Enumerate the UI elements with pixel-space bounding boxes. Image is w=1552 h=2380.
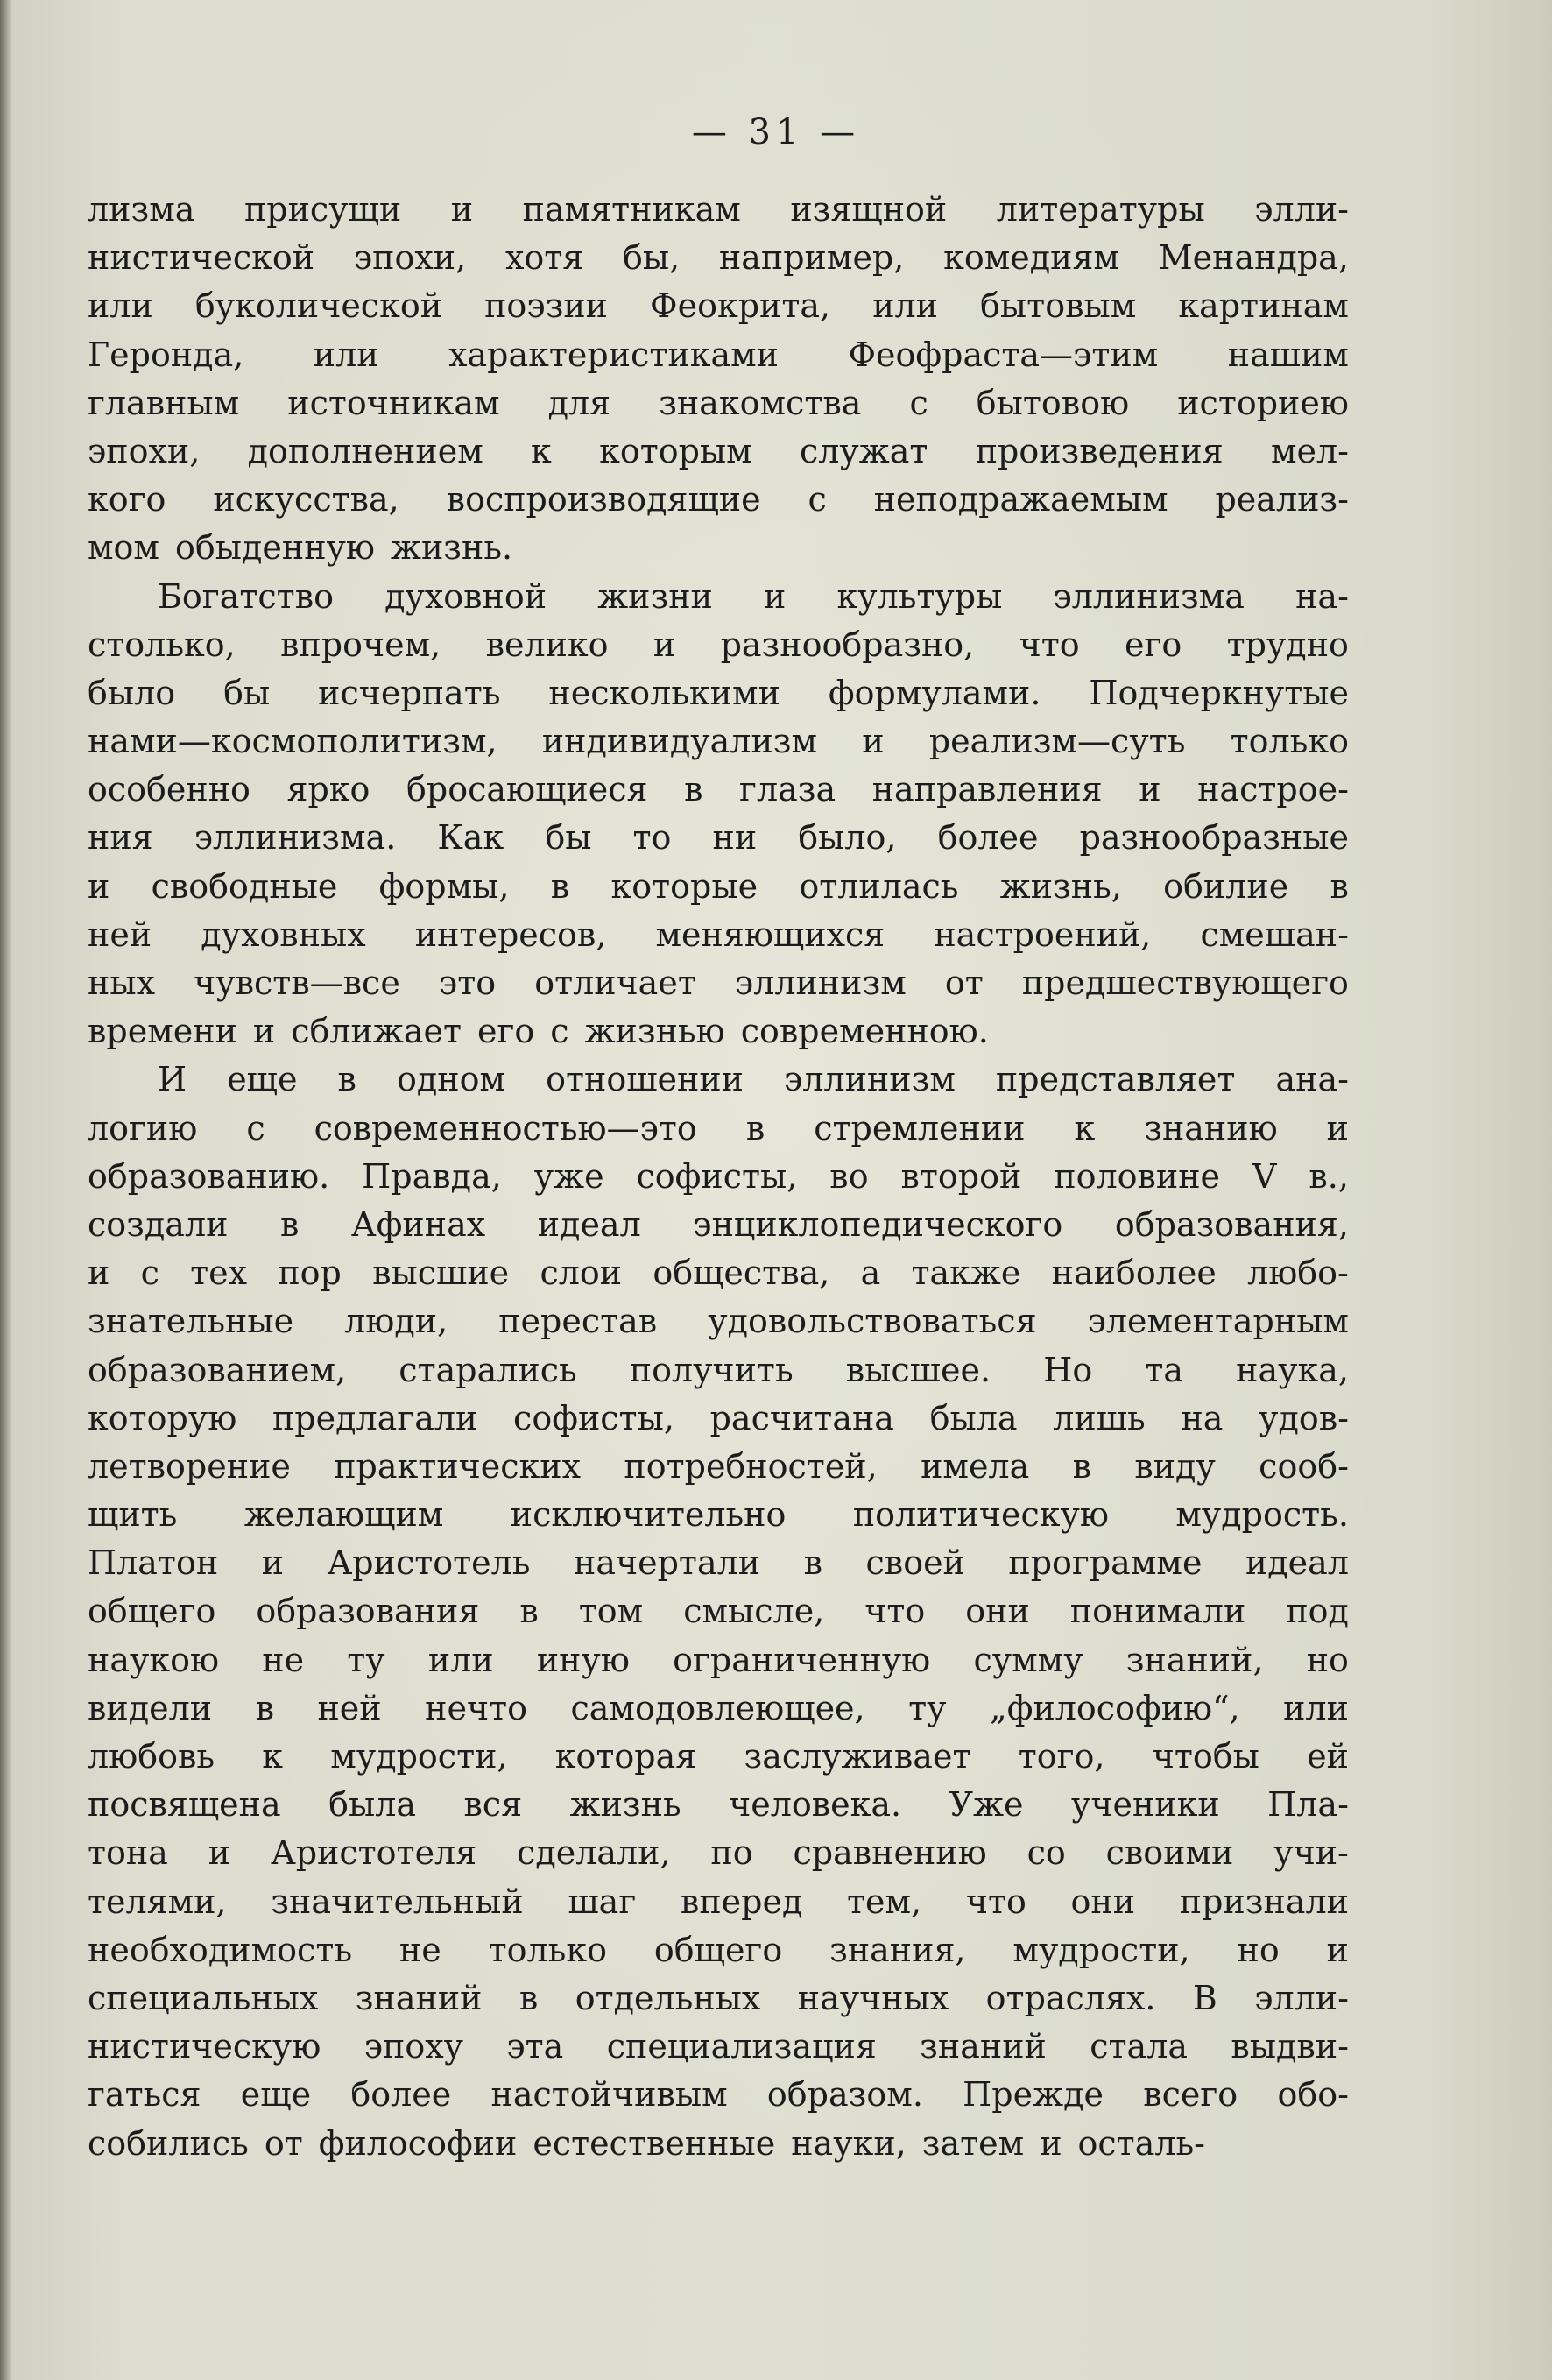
text-line: мом обыденную жизнь. [88, 528, 513, 568]
text-line: специальных знаний в отдельных научных отраслях. В элли- [88, 1978, 1349, 2017]
text-line: особенно ярко бросающиеся в глаза направления и настрое- [88, 770, 1349, 809]
text-line: летворение практических потребностей, имела в виду сооб- [88, 1446, 1349, 1486]
paragraph [88, 186, 1349, 573]
text-line: щить желающим исключительно политическую мудрость. [88, 1495, 1349, 1535]
text-line: лизма присущи и памятникам изящной литературы элли- [88, 190, 1349, 229]
text-line: и свободные формы, в которые отлилась жизнь, обилие в [88, 866, 1349, 906]
text-line: создали в Афинах идеал энциклопедического образования, [88, 1204, 1349, 1244]
paragraph [88, 573, 1349, 1056]
text-line: кого искусства, воспроизводящие с неподражаемым реализ- [88, 480, 1349, 519]
text-line: столько, впрочем, велико и разнообразно, что его трудно [88, 625, 1349, 664]
text-line: образованию. Правда, уже софисты, во второй половине V в., [88, 1156, 1349, 1196]
text-line: ней духовных интересов, меняющихся настроений, смешан- [88, 915, 1349, 954]
text-line: нистическую эпоху эта специализация знаний стала выдви- [88, 2027, 1349, 2066]
paragraph [88, 1056, 1349, 2167]
text-line: ных чувств—все это отличает эллинизм от предшествующего [88, 964, 1349, 1002]
text-line: тона и Аристотеля сделали, по сравнению со своими учи- [88, 1833, 1349, 1873]
text-line: Геронда, или характеристиками Феофраста—этим нашим [88, 335, 1349, 374]
text-line: Платон и Аристотель начертали в своей программе идеал [88, 1543, 1349, 1583]
text-line: наукою не ту или иную ограниченную сумму знаний, но [88, 1640, 1349, 1679]
text-line: видели в ней нечто самодовлеющее, ту „философию“, или [88, 1688, 1349, 1727]
binding-shadow [0, 0, 12, 2380]
text-line: знательные люди, перестав удовольствоваться элементарным [88, 1302, 1349, 1341]
page-number: — 31 — [691, 112, 861, 152]
text-line: нами—космополитизм, индивидуализм и реализм—суть только [88, 722, 1349, 761]
text-line: времени и сближает его с жизнью современною. [88, 1012, 989, 1051]
text-line: эпохи, дополнением к которым служат произведения мел- [88, 431, 1349, 470]
text-line: было бы исчерпать несколькими формулами. Подчеркнутые [88, 673, 1349, 712]
text-line: гаться еще более настойчивым образом. Прежде всего обо- [88, 2075, 1349, 2115]
text-line: И еще в одном отношении эллинизм представляет ана- [158, 1060, 1349, 1099]
text-line: которую предлагали софисты, расчитана была лишь на удов- [88, 1398, 1349, 1437]
text-line: главным источникам для знакомства с бытовою историею [88, 383, 1349, 422]
body-text [88, 186, 1349, 2168]
text-line: телями, значительный шаг вперед тем, что они признали [88, 1882, 1349, 1921]
text-line: Богатство духовной жизни и культуры эллинизма на- [158, 576, 1349, 616]
text-line: необходимость не только общего знания, мудрости, но и [88, 1930, 1349, 1969]
text-line: общего образования в том смысле, что они понимали под [88, 1592, 1349, 1631]
text-line: или буколической поэзии Феокрита, или бытовым картинам [88, 286, 1349, 326]
text-line: любовь к мудрости, которая заслуживает того, чтобы ей [88, 1737, 1349, 1776]
text-line: и с тех пор высшие слои общества, а также наиболее любо- [88, 1254, 1349, 1293]
text-line: ния эллинизма. Как бы то ни было, более разнообразные [88, 818, 1349, 858]
text-line: образованием, старались получить высшее. Но та наука, [88, 1350, 1349, 1389]
text-line: посвящена была вся жизнь человека. Уже ученики Пла- [88, 1785, 1349, 1825]
text-line: логию с современностью—это в стремлении к знанию и [88, 1108, 1349, 1148]
text-line: собились от философии естественные науки, затем и осталь- [88, 2123, 1206, 2163]
text-line: нистической эпохи, хотя бы, например, комедиям Менандра, [88, 238, 1349, 278]
